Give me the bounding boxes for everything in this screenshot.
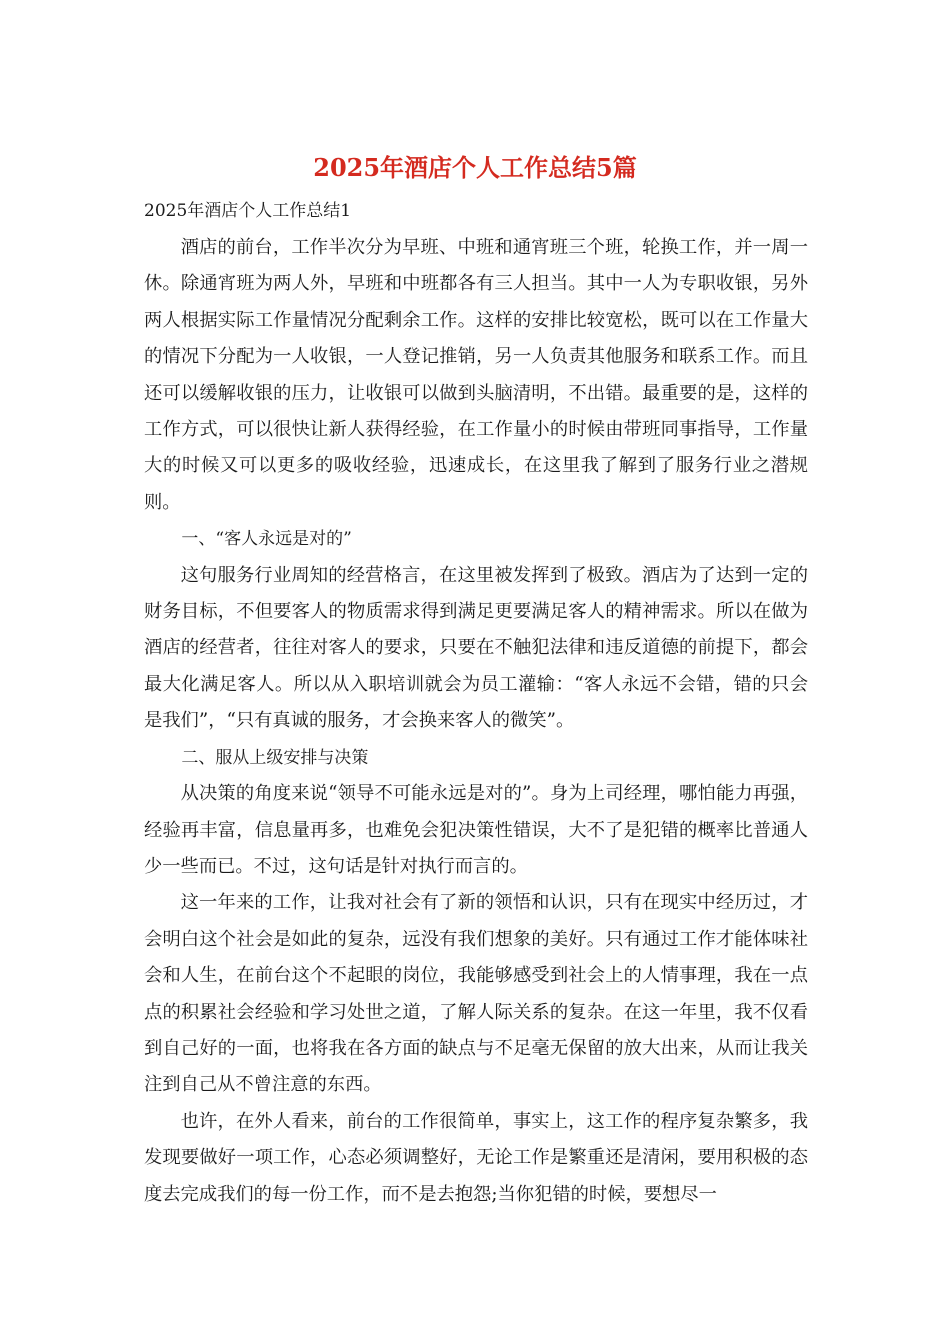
document-body (144, 230, 808, 1213)
body-paragraph: 酒店的前台，工作半次分为早班、中班和通宵班三个班，轮换工作，并一周一休。除通宵班为两人外，早班和中班都各有三人担当。其中一人为专职收银，另外两人根据实际工作量情况分配剩余工作。这样的安排比较宽松，既可以在工作量大的情况下分配为一人收银，一人登记推销，另一人负责其他服务和联系工作。而且还可以缓解收银的压力，让收银可以做到头脑清明，不出错。最重要的是，这样的工作方式，可以很快让新人获得经验，在工作量小的时候由带班同事指导，工作量大的时候又可以更多的吸收经验，迅速成长，在这里我了解到了服务行业之潜规则。 (144, 237, 808, 513)
body-paragraph: 从决策的角度来说“领导不可能永远是对的”。身为上司经理，哪怕能力再强，经验再丰富，信息量再多，也难免会犯决策性错误，大不了是犯错的概率比普通人少一些而已。不过，这句话是针对执行而言的。 (144, 783, 808, 877)
body-paragraph: 这句服务行业周知的经营格言，在这里被发挥到了极致。酒店为了达到一定的财务目标，不但要客人的物质需求得到满足更要满足客人的精神需求。所以在做为酒店的经营者，往往对客人的要求，只要在不触犯法律和违反道德的前提下，都会最大化满足客人。所以从入职培训就会为员工灌输：“客人永远不会错，错的只会是我们”，“只有真诚的服务，才会换来客人的微笑”。 (144, 564, 808, 732)
body-paragraph: 也许，在外人看来，前台的工作很简单，事实上，这工作的程序复杂繁多，我发现要做好一项工作，心态必须调整好，无论工作是繁重还是清闲，要用积极的态度去完成我们的每一份工作，而不是去抱怨;当你犯错的时候，要想尽一 (144, 1110, 808, 1205)
body-paragraph: 这一年来的工作，让我对社会有了新的领悟和认识，只有在现实中经历过，才会明白这个社会是如此的复杂，远没有我们想象的美好。只有通过工作才能体味社会和人生，在前台这个不起眼的岗位，我能够感受到社会上的人情事理，我在一点点的积累社会经验和学习处世之道，了解人际关系的复杂。在这一年里，我不仅看到自己好的一面，也将我在各方面的缺点与不足毫无保留的放大出来，从而让我关注到自己从不曾注意的东西。 (144, 892, 808, 1096)
document-title: 2025年酒店个人工作总结5篇 (313, 153, 637, 182)
document-subtitle: 2025年酒店个人工作总结1 (144, 201, 352, 221)
section-heading: 一、“客人永远是对的” (181, 529, 352, 550)
section-heading: 二、服从上级安排与决策 (181, 747, 369, 768)
